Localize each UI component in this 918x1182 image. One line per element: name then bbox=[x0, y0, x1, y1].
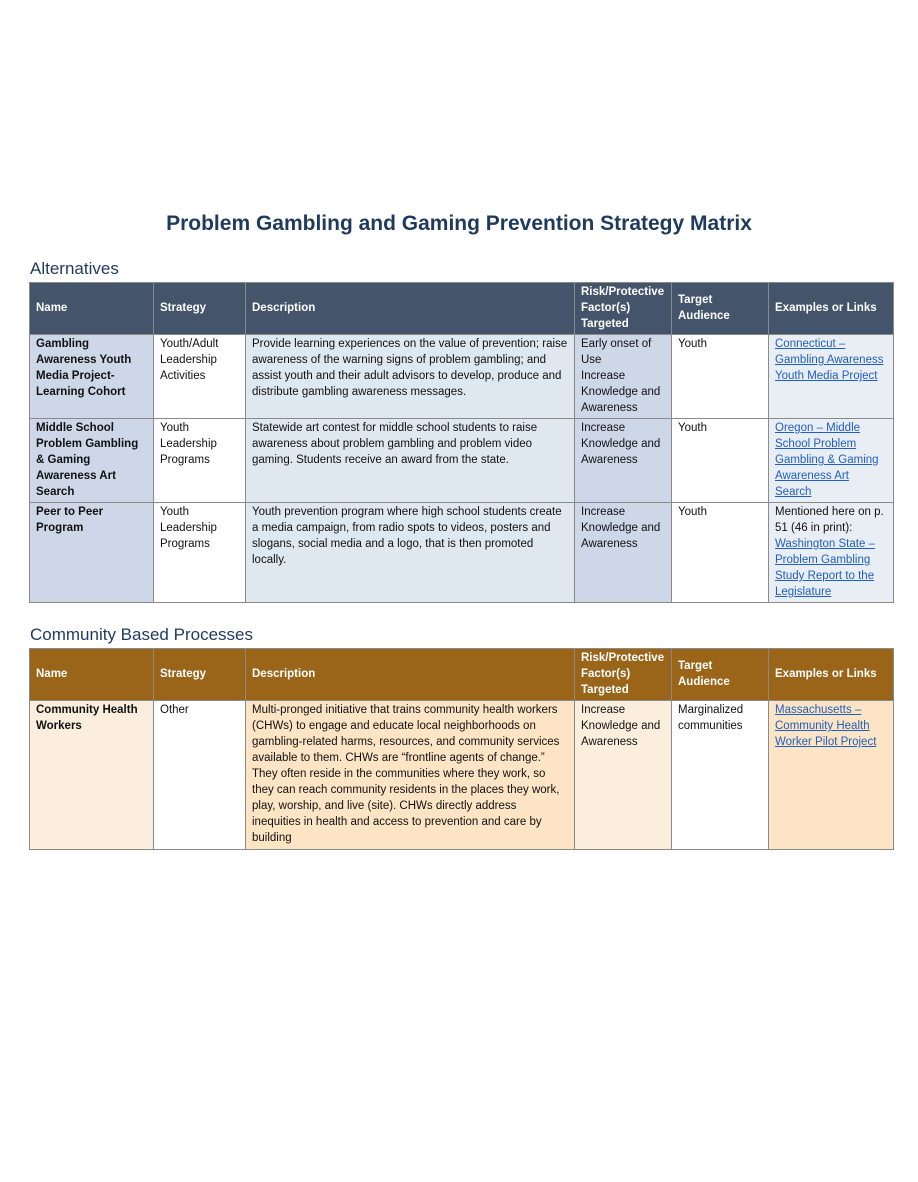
table-row bbox=[30, 419, 894, 503]
cell-risk-factors bbox=[575, 701, 672, 850]
cell-description: Statewide art contest for middle school students to raise awareness about problem gambling and problem video gaming. Students receive an award from the state. bbox=[246, 419, 575, 503]
example-link-massachusetts[interactable]: Massachusetts – Community Health Worker Pilot Project bbox=[775, 704, 877, 748]
cell-strategy: Youth/Adult Leadership Activities bbox=[154, 335, 246, 419]
table-row bbox=[30, 503, 894, 603]
example-link-washington[interactable]: Washington State – Problem Gambling Study Report to the Legislature bbox=[775, 538, 875, 598]
column-header-description: Description bbox=[246, 283, 575, 335]
risk-factor-item: Increase Knowledge and Awareness bbox=[581, 704, 661, 748]
cell-examples-links bbox=[769, 335, 894, 419]
cell-examples-links bbox=[769, 503, 894, 603]
example-link-oregon[interactable]: Oregon – Middle School Problem Gambling & Gaming Awareness Art Search bbox=[775, 422, 879, 498]
column-header-description: Description bbox=[246, 649, 575, 701]
cell-name: Community Health Workers bbox=[30, 701, 154, 850]
cell-risk-factors bbox=[575, 419, 672, 503]
link-prefix-text: Mentioned here on p. 51 (46 in print): bbox=[775, 506, 884, 534]
column-header-strategy: Strategy bbox=[154, 649, 246, 701]
column-header-target-audience: Target Audience bbox=[672, 649, 769, 701]
column-header-risk-factors: Risk/Protective Factor(s) Targeted bbox=[575, 283, 672, 335]
description-text: Multi-pronged initiative that trains community health workers (CHWs) to engage and educate local neighborhoods on gambling-related harms, resources, and community services available to them. CHWs are “frontline agents of change.” They often reside in the communities where they work, so they can reach community residents in the places they work, play, worship, and live (site). CHWs directly address inequities in health and access to prevention and care by building bbox=[252, 704, 560, 844]
column-header-risk-factors: Risk/Protective Factor(s) Targeted bbox=[575, 649, 672, 701]
cell-target-audience: Youth bbox=[672, 335, 769, 419]
table-header-row bbox=[30, 283, 894, 335]
cell-name: Gambling Awareness Youth Media Project- Learning Cohort bbox=[30, 335, 154, 419]
column-header-strategy: Strategy bbox=[154, 283, 246, 335]
cell-target-audience: Youth bbox=[672, 503, 769, 603]
risk-factor-item: Increase Knowledge and Awareness bbox=[581, 506, 661, 550]
column-header-examples-links: Examples or Links bbox=[769, 283, 894, 335]
cell-strategy: Youth Leadership Programs bbox=[154, 503, 246, 603]
cell-strategy: Youth Leadership Programs bbox=[154, 419, 246, 503]
risk-factor-item: Increase Knowledge and Awareness bbox=[581, 370, 661, 414]
cell-target-audience: Youth bbox=[672, 419, 769, 503]
section-heading-alternatives: Alternatives bbox=[30, 259, 119, 278]
column-header-examples-links: Examples or Links bbox=[769, 649, 894, 701]
alternatives-table bbox=[29, 282, 894, 603]
table-row bbox=[30, 335, 894, 419]
column-header-name: Name bbox=[30, 649, 154, 701]
column-header-name: Name bbox=[30, 283, 154, 335]
cell-risk-factors bbox=[575, 503, 672, 603]
cell-examples-links bbox=[769, 419, 894, 503]
table-header-row bbox=[30, 649, 894, 701]
table-row bbox=[30, 701, 894, 850]
community-processes-table bbox=[29, 648, 894, 850]
cell-description bbox=[246, 701, 575, 850]
column-header-target-audience: Target Audience bbox=[672, 283, 769, 335]
cell-target-audience: Marginalized communities bbox=[672, 701, 769, 850]
cell-description: Youth prevention program where high school students create a media campaign, from radio spots to videos, posters and slogans, social media and a logo, that is then promoted locally. bbox=[246, 503, 575, 603]
section-heading-community-based-processes: Community Based Processes bbox=[30, 625, 253, 644]
cell-risk-factors bbox=[575, 335, 672, 419]
document-title: Problem Gambling and Gaming Prevention Strategy Matrix bbox=[166, 212, 752, 235]
cell-examples-links bbox=[769, 701, 894, 850]
cell-strategy: Other bbox=[154, 701, 246, 850]
cell-description: Provide learning experiences on the value of prevention; raise awareness of the warning signs of problem gambling; and assist youth and their adult advisors to develop, produce and distribute gambling awareness messages. bbox=[246, 335, 575, 419]
cell-name: Peer to Peer Program bbox=[30, 503, 154, 603]
example-link-connecticut[interactable]: Connecticut – Gambling Awareness Youth Media Project bbox=[775, 338, 884, 382]
risk-factor-item: Increase Knowledge and Awareness bbox=[581, 422, 661, 466]
cell-name: Middle School Problem Gambling & Gaming Awareness Art Search bbox=[30, 419, 154, 503]
risk-factor-item: Early onset of Use bbox=[581, 338, 652, 366]
